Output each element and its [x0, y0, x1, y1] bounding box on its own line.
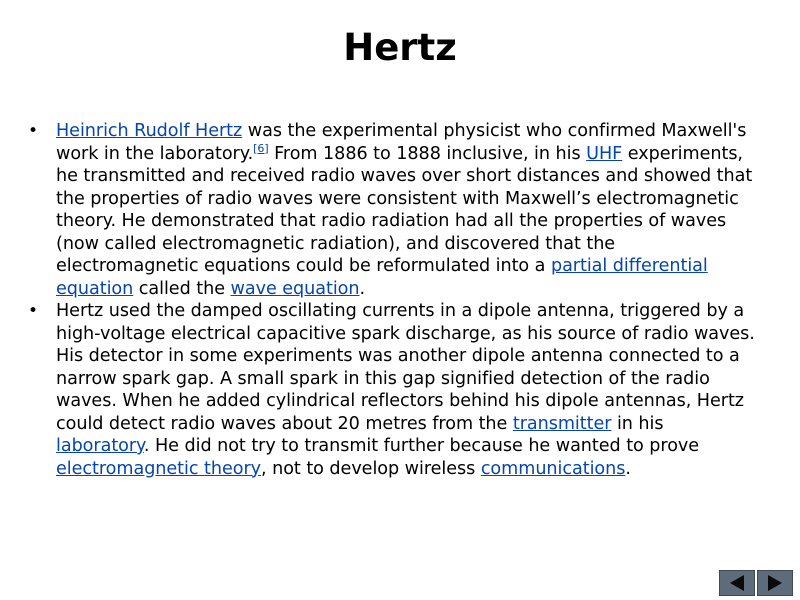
link-heinrich-rudolf-hertz[interactable]: Heinrich Rudolf Hertz [56, 121, 243, 141]
bullet-text: From 1886 to 1888 inclusive, in his [268, 143, 587, 164]
bullet-text: . [625, 458, 631, 479]
link-partial-differential-equation[interactable]: partial differential equation [56, 256, 708, 299]
triangle-right-icon [765, 574, 785, 592]
bullet-text: Hertz used the damped oscillating currents in a dipole antenna, triggered by a high-voltage electrical capacitive spark discharge, as his source of radio waves. His detector in some experiments was another dipole antenna connected to a narrow spark gap. A small spark in this gap signified detection of the radio waves. When he added cylindrical reflectors behind his dipole antennas, Hertz could detect radio waves about 20 metres from the [56, 301, 755, 434]
link-wave-equation[interactable]: wave equation [230, 278, 360, 299]
previous-slide-button[interactable] [719, 570, 755, 596]
slide-navigation [719, 570, 793, 596]
bullet-text: was the experimental physicist who confirmed Maxwell's work in the laboratory. [56, 121, 747, 164]
link-uhf[interactable]: UHF [586, 143, 623, 164]
bullet-text: experiments, he transmitted and received radio waves over short distances and showed that the properties of radio waves were consistent with Maxwell’s electromagnetic theory. He demonstrated that radio radiation had all the properties of waves (now called electromagnetic radiation), and discovered that the electromagnetic equations could be reformulated into a [56, 143, 753, 276]
bullet-text: . He did not try to transmit further because he wanted to prove [143, 436, 700, 456]
next-slide-button[interactable] [757, 570, 793, 596]
bullet-text: . [359, 278, 366, 299]
triangle-left-icon [727, 574, 747, 592]
bullet-marker: • [28, 121, 38, 141]
link-communications[interactable]: communications [480, 458, 626, 479]
link-laboratory[interactable]: laboratory [56, 436, 144, 456]
bullet-text: in his [611, 413, 664, 434]
bullet-text: , not to develop wireless [261, 458, 481, 479]
bullet-list [0, 120, 800, 480]
link-transmitter[interactable]: transmitter [512, 413, 612, 434]
slide-title: Hertz [343, 26, 457, 69]
bullet-marker: • [28, 301, 38, 321]
bullet-item-dipole-antenna [0, 300, 800, 480]
link-electromagnetic-theory[interactable]: electromagnetic theory [56, 458, 262, 479]
bullet-text: called the [133, 278, 231, 299]
bullet-item-hertz-experiments [0, 120, 800, 300]
citation-link[interactable]: [6] [253, 141, 269, 155]
